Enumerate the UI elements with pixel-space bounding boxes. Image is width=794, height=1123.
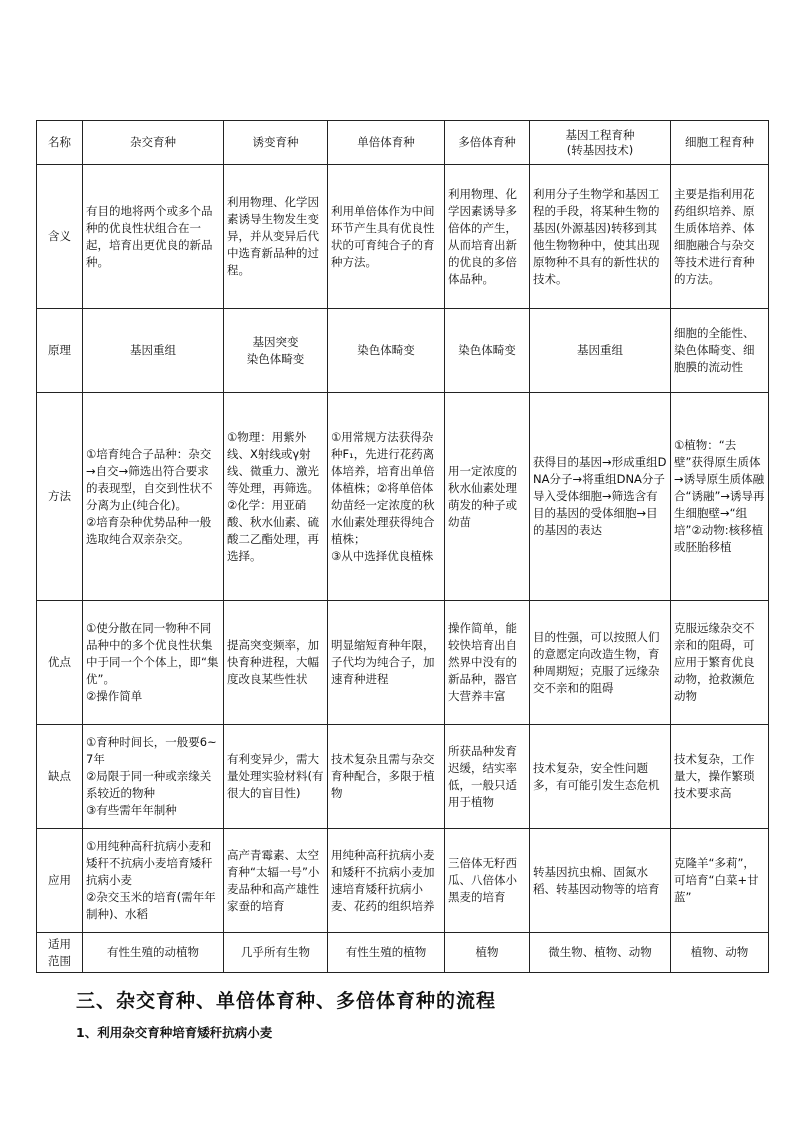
table-cell: 利用单倍体作为中间环节产生具有优良性状的可育纯合子的育种方法。 bbox=[328, 165, 445, 309]
table-cell: 几乎所有生物 bbox=[224, 933, 328, 973]
header-haploid: 单倍体育种 bbox=[328, 121, 445, 165]
table-cell: 转基因抗虫棉、固氮水稻、转基因动物等的培育 bbox=[530, 829, 671, 933]
table-cell: 利用物理、化学因素诱导多倍体的产生，从而培育出新的优良的多倍体品种。 bbox=[445, 165, 530, 309]
table-cell: 有性生殖的植物 bbox=[328, 933, 445, 973]
table-cell: 基因突变 染色体畸变 bbox=[224, 309, 328, 393]
table-cell: 目的性强，可以按照人们的意愿定向改造生物，育种周期短；克服了远缘杂交不亲和的阻碍 bbox=[530, 601, 671, 725]
row-disadvantages bbox=[37, 725, 769, 829]
table-cell: 细胞的全能性、染色体畸变、细胞膜的流动性 bbox=[671, 309, 769, 393]
header-cell-engineering: 细胞工程育种 bbox=[671, 121, 769, 165]
header-row bbox=[37, 121, 769, 165]
table-cell: 有性生殖的动植物 bbox=[83, 933, 224, 973]
table-cell: 基因重组 bbox=[83, 309, 224, 393]
table-cell: 基因重组 bbox=[530, 309, 671, 393]
table-cell: 植物、动物 bbox=[671, 933, 769, 973]
row-applications bbox=[37, 829, 769, 933]
table-cell: 有目的地将两个或多个品种的优良性状组合在一起，培育出更优良的新品种。 bbox=[83, 165, 224, 309]
table-cell: 技术复杂，工作量大，操作繁琐技术要求高 bbox=[671, 725, 769, 829]
table-cell: 克隆羊“多莉”，可培育“白菜+甘蓝” bbox=[671, 829, 769, 933]
table-cell: 主要是指利用花药组织培养、原生质体培养、体细胞融合与杂交等技术进行育种的方法。 bbox=[671, 165, 769, 309]
header-genetic-engineering: 基因工程育种 (转基因技术) bbox=[530, 121, 671, 165]
row-method bbox=[37, 393, 769, 601]
table-cell: 高产青霉素、太空育种“太辐一号”小麦品种和高产雄性家蚕的培育 bbox=[224, 829, 328, 933]
table-cell: ①育种时间长，一般要6~7年 ②局限于同一种或亲缘关系较近的物种 ③有些需年年制种 bbox=[83, 725, 224, 829]
table-cell: 利用物理、化学因素诱导生物发生变异，并从变异后代中选育新品种的过程。 bbox=[224, 165, 328, 309]
subsection-heading: 1、利用杂交育种培育矮秆抗病小麦 bbox=[76, 1025, 273, 1040]
breeding-comparison-table bbox=[36, 120, 769, 973]
table-cell: 克服远缘杂交不亲和的阻碍，可应用于繁育优良动物，抢救濒危动物 bbox=[671, 601, 769, 725]
table-cell: 用纯种高秆抗病小麦和矮秆不抗病小麦加速培育矮秆抗病小麦、花药的组织培养 bbox=[328, 829, 445, 933]
row-meaning bbox=[37, 165, 769, 309]
table-cell: 染色体畸变 bbox=[445, 309, 530, 393]
row-label: 应用 bbox=[37, 829, 83, 933]
header-name: 名称 bbox=[37, 121, 83, 165]
table-cell: 微生物、植物、动物 bbox=[530, 933, 671, 973]
table-cell: 技术复杂且需与杂交育种配合，多限于植物 bbox=[328, 725, 445, 829]
table-cell: 三倍体无籽西瓜、八倍体小黑麦的培育 bbox=[445, 829, 530, 933]
table-cell: 操作简单，能较快培育出自然界中没有的新品种，器官大营养丰富 bbox=[445, 601, 530, 725]
table-cell: ①用常规方法获得杂种F₁，先进行花药离体培养，培育出单倍体植株；②将单倍体幼苗经一定浓度的秋水仙素处理获得纯合植株； ③从中选择优良植株 bbox=[328, 393, 445, 601]
row-label: 适用 范围 bbox=[37, 933, 83, 973]
row-label: 含义 bbox=[37, 165, 83, 309]
table-cell: 技术复杂，安全性问题多，有可能引发生态危机 bbox=[530, 725, 671, 829]
row-label: 缺点 bbox=[37, 725, 83, 829]
table-cell: 用一定浓度的秋水仙素处理萌发的种子或幼苗 bbox=[445, 393, 530, 601]
table-cell: 利用分子生物学和基因工程的手段，将某种生物的基因(外源基因)转移到其他生物物种中，使其出现原物种不具有的新性状的技术。 bbox=[530, 165, 671, 309]
header-hybrid: 杂交育种 bbox=[83, 121, 224, 165]
table-cell: 植物 bbox=[445, 933, 530, 973]
table-cell: ①植物：“去壁”获得原生质体→诱导原生质体融合“诱融”→诱导再生细胞壁→“组培”②动物:核移植或胚胎移植 bbox=[671, 393, 769, 601]
table-cell: ①培育纯合子品种：杂交→自交→筛选出符合要求的表现型，自交到性状不分离为止(纯合化)。 ②培育杂种优势品种一般选取纯合双亲杂交。 bbox=[83, 393, 224, 601]
row-label: 原理 bbox=[37, 309, 83, 393]
breeding-comparison-table-container bbox=[36, 120, 768, 973]
table-cell: 明显缩短育种年限，子代均为纯合子，加速育种进程 bbox=[328, 601, 445, 725]
row-scope bbox=[37, 933, 769, 973]
table-cell: ①使分散在同一物种不同品种中的多个优良性状集中于同一个个体上，即“集优”。 ②操作简单 bbox=[83, 601, 224, 725]
table-cell: 有利变异少，需大量处理实验材料(有很大的盲目性) bbox=[224, 725, 328, 829]
table-cell: 获得目的基因→形成重组DNA分子→将重组DNA分子导入受体细胞→筛选含有目的基因的受体细胞→目的基因的表达 bbox=[530, 393, 671, 601]
table-cell: ①物理：用紫外线、X射线或γ射线、微重力、激光等处理，再筛选。 ②化学：用亚硝酸、秋水仙素、硫酸二乙酯处理，再选择。 bbox=[224, 393, 328, 601]
row-principle bbox=[37, 309, 769, 393]
row-advantages bbox=[37, 601, 769, 725]
table-cell: 染色体畸变 bbox=[328, 309, 445, 393]
header-polyploid: 多倍体育种 bbox=[445, 121, 530, 165]
row-label: 方法 bbox=[37, 393, 83, 601]
table-cell: 提高突变频率，加快育种进程，大幅度改良某些性状 bbox=[224, 601, 328, 725]
header-mutation: 诱变育种 bbox=[224, 121, 328, 165]
row-label: 优点 bbox=[37, 601, 83, 725]
table-cell: ①用纯种高秆抗病小麦和矮秆不抗病小麦培育矮秆抗病小麦 ②杂交玉米的培育(需年年制种)、水稻 bbox=[83, 829, 224, 933]
section-heading: 三、杂交育种、单倍体育种、多倍体育种的流程 bbox=[76, 990, 497, 1012]
table-cell: 所获品种发育迟缓，结实率低，一般只适用于植物 bbox=[445, 725, 530, 829]
